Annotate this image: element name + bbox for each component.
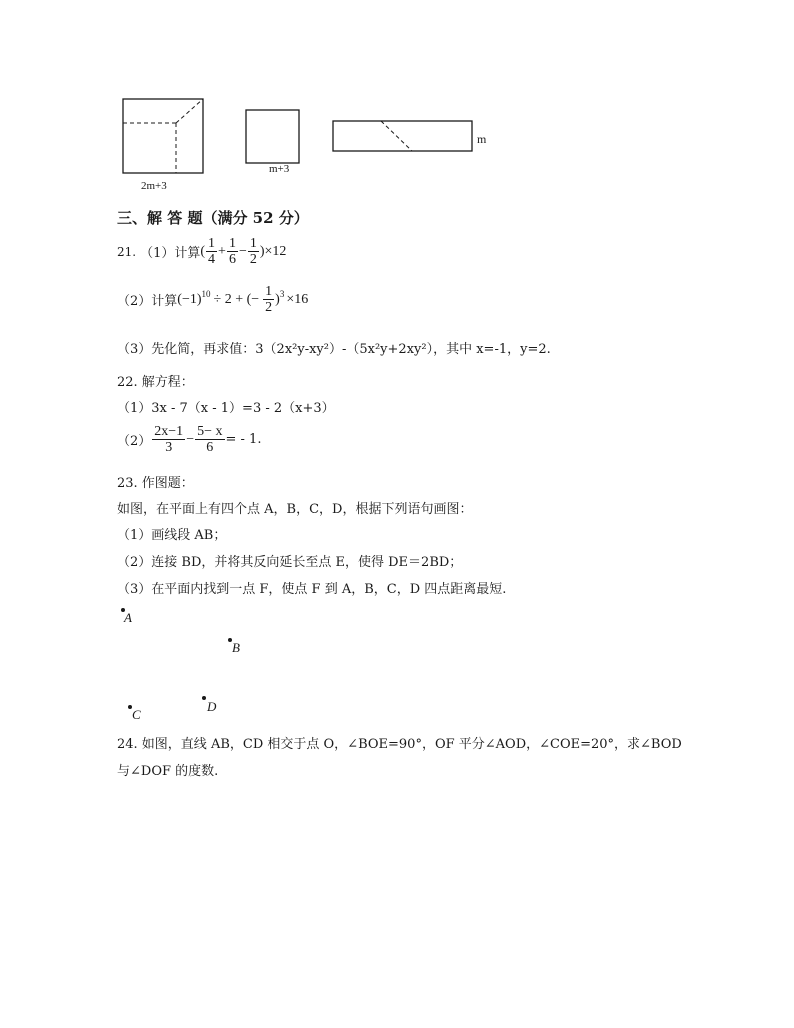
q22-p2-prefix: （2）	[117, 434, 152, 449]
q22-p2-frac1: $\frac{2x-1}{3}$	[154, 424, 184, 455]
q21-number: 21.	[117, 244, 137, 259]
q22-title: 22. 解方程：	[117, 375, 194, 390]
rect-label: m	[477, 132, 487, 146]
q21-p2-suffix: ×16	[286, 291, 309, 307]
section-title: 三、解 答 题（满分 52 分）	[117, 209, 309, 227]
q22-p2-suffix: = - 1.	[225, 432, 262, 447]
q24-line2: 与∠DOF 的度数.	[117, 764, 219, 779]
point-d-label: D	[207, 699, 217, 714]
q22-part1: （1）3x - 7（x - 1）=3 - 2（x+3）	[117, 401, 335, 416]
q22-p2-frac2: $\frac{5- x}{6}$	[197, 424, 223, 455]
q21-p2-prefix: （2）计算	[117, 294, 178, 309]
q23-part1: （1）画线段 AB；	[117, 528, 227, 543]
q22-part2: （2） $\frac{2x-1}{3}$ − $\frac{5- x}{6}$ = - 1.	[117, 424, 262, 455]
point-d-dot	[202, 696, 206, 700]
q23-part3: （3）在平面内找到一点 F，使点 F 到 A，B，C，D 四点距离最短.	[117, 582, 507, 597]
q21-p2-frac: $\frac{1}{2}$	[265, 284, 273, 315]
q21-p1-prefix: （1）计算	[140, 246, 201, 261]
big-square-figure	[123, 99, 203, 173]
q24-line1: 24. 如图，直线 AB，CD 相交于点 O，∠BOE=90°，OF 平分∠AOD，∠COE=20°，求∠BOD	[117, 737, 682, 752]
big-square-label: 2m+3	[141, 180, 167, 192]
point-b-label: B	[232, 640, 240, 655]
q21-p1-frac2: $\frac{1}{6}$	[228, 236, 236, 267]
q23-intro: 如图，在平面上有四个点 A，B，C，D，根据下列语句画图：	[117, 502, 473, 517]
point-c-label: C	[132, 707, 141, 722]
q21-p2-power: 10	[201, 288, 211, 299]
q21-part2: （2）计算 (−1) $^{10}$ ÷ 2 + (− $\frac{1}{2}$ ) $^3$ ×16	[117, 284, 309, 315]
q21-p1-suffix: ×12	[264, 243, 287, 259]
q21-p1-frac3: $\frac{1}{2}$	[249, 236, 257, 267]
q21-part3: （3）先化简，再求值：3（2x²y-xy²）-（5x²y+2xy²），其中 x=-1，y=2.	[117, 342, 551, 357]
q23-title: 23. 作图题：	[117, 476, 194, 491]
q21-p1-frac1: $\frac{1}{4}$	[208, 236, 216, 267]
q21-p2-cube: 3	[279, 288, 285, 299]
q23-part2: （2）连接 BD，并将其反向延长至点 E，使得 DE＝2BD；	[117, 555, 463, 570]
long-rect-figure	[333, 121, 472, 151]
mid-square-figure	[246, 110, 299, 163]
mid-square-label: m+3	[269, 163, 290, 175]
point-a-label: A	[124, 610, 132, 625]
q21-part1: 21. （1）计算 ( $\frac{1}{4}$ + $\frac{1}{6}$ − $\frac{1}{2}$ ) ×12	[117, 236, 287, 267]
